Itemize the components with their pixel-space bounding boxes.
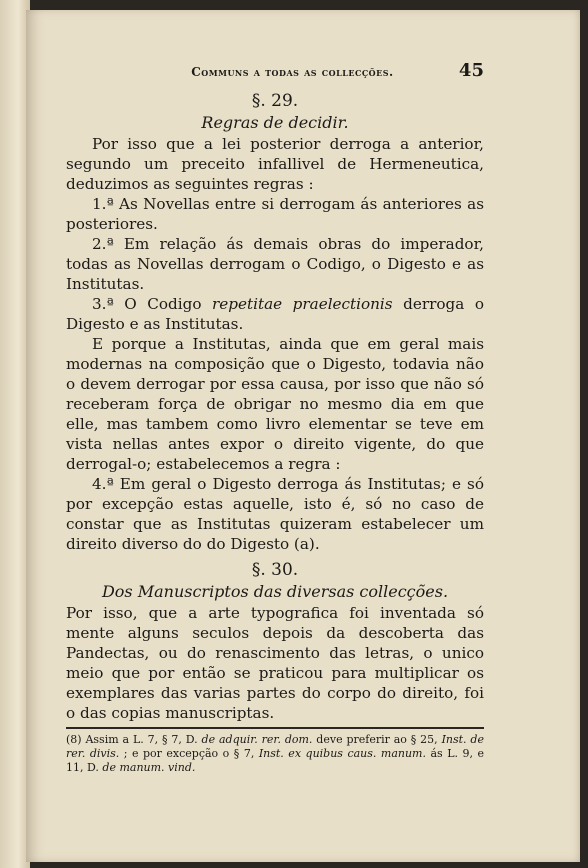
section-30-paragraph: Por isso, que a arte typografica foi inventada só mente alguns seculos depois da descoberta das Pandectas, ou do renascimento das letras, o unico meio que por então se praticou para multiplicar os exemplares das varias partes do corpo do direito, foi o das copias manuscriptas.: [66, 604, 484, 722]
section-30-title: Dos Manuscriptos das diversas collecções.: [101, 582, 449, 601]
footnote-rule: [66, 727, 484, 729]
rule-2: 2.ª Em relação ás demais obras do imperador, todas as Novellas derrogam o Codigo, o Digesto e as Institutas.: [66, 235, 484, 293]
section-30-body: [66, 603, 484, 723]
running-head-title: Communs a todas as collecções.: [191, 65, 394, 79]
running-head: [66, 60, 484, 81]
section-29-body: [66, 134, 484, 554]
rule-1: 1.ª As Novellas entre si derrogam ás anteriores as posteriores.: [66, 195, 484, 233]
rule-3: 3.ª O Codigo repetitae praelectionis derroga o Digesto e as Institutas.: [66, 295, 485, 333]
section-29-intro: Por isso que a lei posterior derroga a anterior, segundo um preceito infallivel de Hermeneutica, deduzimos as seguintes regras :: [66, 135, 484, 193]
section-30-number: §. 30.: [251, 560, 299, 580]
section-29-paragraph: E porque a Institutas, ainda que em geral mais modernas na composição que o Digesto, todavia não o devem derrogar por essa causa, por isso que não só receberam força de obrigar no mesmo dia em que elle, mas tambem como livro elementar se teve em vista nellas antes expor o direito vigente, do que derrogal-o; estabelecemos a regra :: [66, 335, 484, 473]
section-29-number: §. 29.: [251, 91, 299, 111]
rule-4: 4.ª Em geral o Digesto derroga ás Institutas; e só por excepção estas aquelle, isto é, só no caso de constar que as Institutas quizeram estabelecer um direito diverso do do Digesto (a).: [66, 475, 484, 553]
rule-3-latin-title: repetitae praelectionis: [212, 295, 393, 313]
section-29-title: Regras de decidir.: [201, 113, 349, 132]
page-text-block: [66, 60, 484, 775]
page-number: 45: [458, 60, 484, 81]
footnote: (8) Assim a L. 7, § 7, D. de adquir. rer. dom. deve preferir ao § 25, Inst. de rer. divis. ; e por excepção o § 7, Inst. ex quibus caus. manum. ás L. 9, e 11, D. de manum. vind.: [66, 733, 485, 774]
